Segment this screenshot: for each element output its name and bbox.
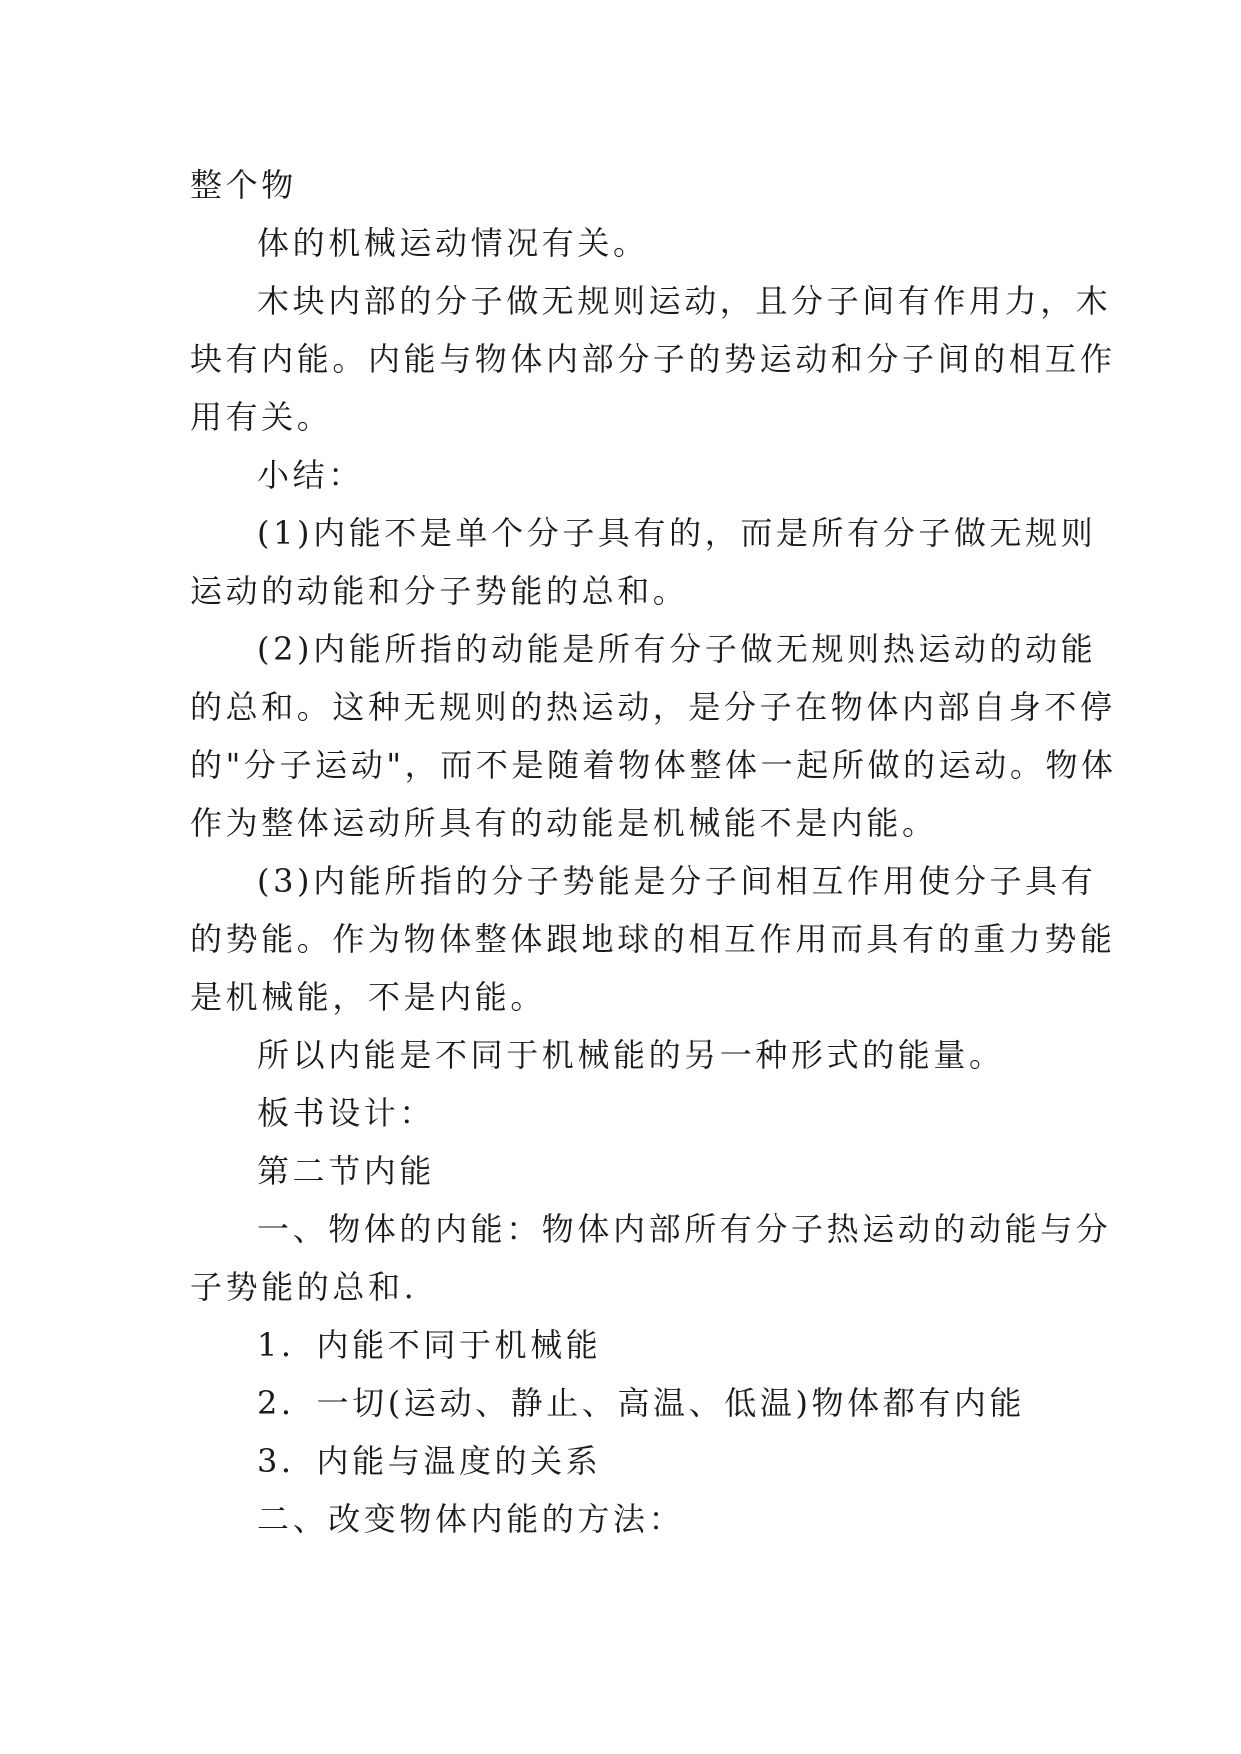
text-line: 子势能的总和. — [190, 1268, 418, 1306]
text-line: 二、改变物体内能的方法： — [257, 1500, 685, 1538]
text-line: 是机械能，不是内能。 — [190, 978, 547, 1016]
text-line: (2)内能所指的动能是所有分子做无规则热运动的动能 — [257, 630, 1097, 668]
section-heading-summary: 小结： — [257, 456, 364, 494]
text-line: (3)内能所指的分子势能是分子间相互作用使分子具有 — [257, 862, 1097, 900]
text-line: 用有关。 — [190, 398, 333, 436]
text-line: 块有内能。内能与物体内部分子的势运动和分子间的相互作 — [190, 340, 1116, 378]
text-line: 体的机械运动情况有关。 — [257, 224, 649, 262]
text-line: 作为整体运动所具有的动能是机械能不是内能。 — [190, 804, 938, 842]
text-line: 的势能。作为物体整体跟地球的相互作用而具有的重力势能 — [190, 920, 1116, 958]
text-line: 所以内能是不同于机械能的另一种形式的能量。 — [257, 1036, 1005, 1074]
text-line: 整个物 — [190, 166, 297, 204]
text-line: 木块内部的分子做无规则运动，且分子间有作用力，木 — [257, 282, 1112, 320]
list-item: 1．内能不同于机械能 — [257, 1326, 602, 1364]
document-body — [190, 156, 1117, 1548]
text-line: 运动的动能和分子势能的总和。 — [190, 572, 689, 610]
text-line: 一、物体的内能：物体内部所有分子热运动的动能与分 — [257, 1210, 1112, 1248]
list-item: 3．内能与温度的关系 — [257, 1442, 602, 1480]
section-heading-lesson-title: 第二节内能 — [257, 1152, 436, 1190]
text-line: (1)内能不是单个分子具有的，而是所有分子做无规则 — [257, 514, 1097, 552]
text-line: 的"分子运动"，而不是随着物体整体一起所做的运动。物体 — [190, 746, 1117, 784]
section-heading-board-design: 板书设计： — [257, 1094, 436, 1132]
text-line: 的总和。这种无规则的热运动，是分子在物体内部自身不停 — [190, 688, 1116, 726]
list-item: 2．一切(运动、静止、高温、低温)物体都有内能 — [257, 1384, 1026, 1422]
